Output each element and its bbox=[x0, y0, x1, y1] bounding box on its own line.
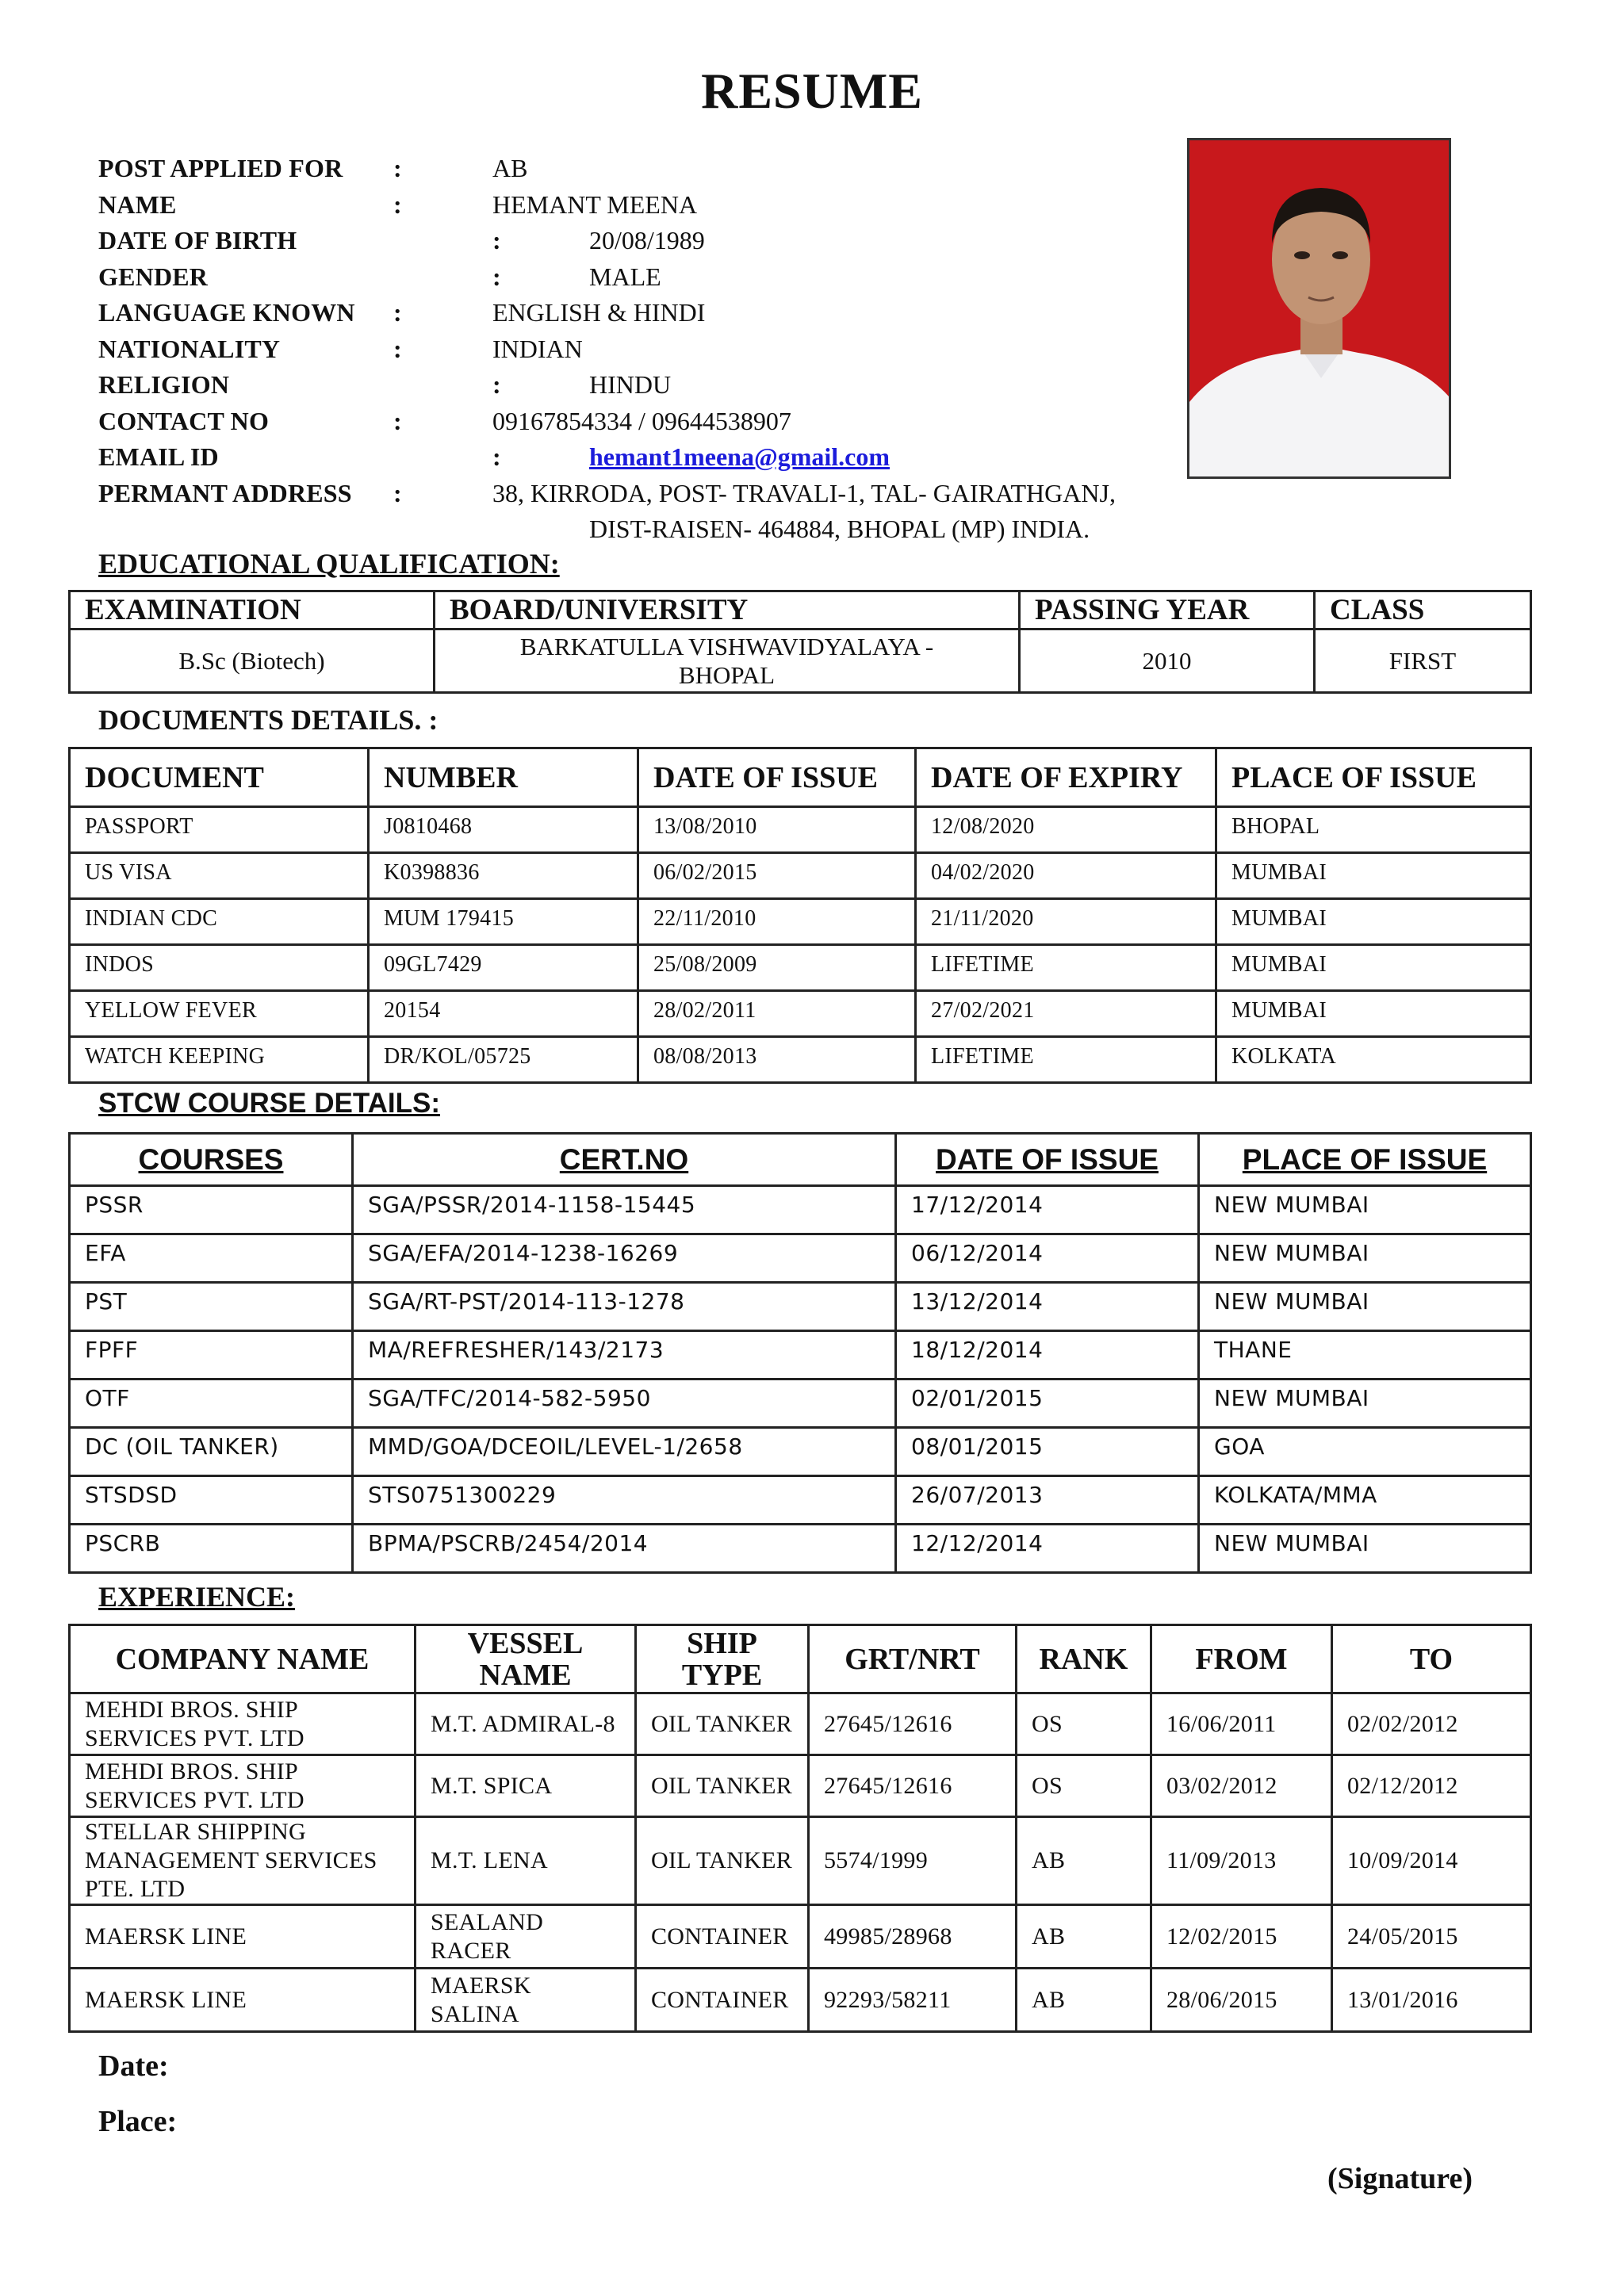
place-of-issue-cell: THANE bbox=[1199, 1331, 1531, 1380]
field-label: NATIONALITY bbox=[98, 334, 281, 363]
place-of-issue-cell: GOA bbox=[1199, 1428, 1531, 1476]
header-class: CLASS bbox=[1315, 591, 1531, 629]
cert-no-cell: SGA/EFA/2014-1238-16269 bbox=[353, 1234, 896, 1283]
date-of-expiry-cell: LIFETIME bbox=[916, 945, 1216, 991]
cert-no-cell: MA/REFRESHER/143/2173 bbox=[353, 1331, 896, 1380]
date-of-issue-cell: 22/11/2010 bbox=[638, 899, 916, 945]
cert-no-cell: BPMA/PSCRB/2454/2014 bbox=[353, 1525, 896, 1573]
field-value: AB bbox=[492, 154, 528, 182]
personal-row bbox=[98, 295, 1177, 331]
table-row bbox=[70, 1525, 1531, 1573]
place-label: Place: bbox=[98, 2105, 178, 2138]
ship-type-cell: CONTAINER bbox=[636, 1969, 809, 2032]
date-of-issue-cell: 17/12/2014 bbox=[896, 1186, 1199, 1234]
table-row bbox=[70, 1234, 1531, 1283]
resume-title: RESUME bbox=[701, 63, 923, 119]
field-label: CONTACT NO bbox=[98, 406, 270, 435]
vessel-name-cell: M.T. LENA bbox=[416, 1817, 636, 1905]
document-cell: YELLOW FEVER bbox=[70, 991, 369, 1037]
table-row bbox=[70, 1817, 1531, 1905]
table-row bbox=[70, 1755, 1531, 1817]
course-cell: OTF bbox=[70, 1380, 353, 1428]
personal-row bbox=[98, 187, 1177, 224]
date-of-issue-cell: 02/01/2015 bbox=[896, 1380, 1199, 1428]
to-cell: 02/02/2012 bbox=[1332, 1693, 1531, 1755]
field-value: HINDU bbox=[589, 370, 672, 399]
company-name-cell: MAERSK LINE bbox=[70, 1969, 416, 2032]
course-cell: DC (OIL TANKER) bbox=[70, 1428, 353, 1476]
date-of-issue-cell: 26/07/2013 bbox=[896, 1476, 1199, 1525]
personal-row bbox=[98, 404, 1177, 440]
date-of-expiry-cell: 04/02/2020 bbox=[916, 853, 1216, 899]
date-label: Date: bbox=[98, 2049, 169, 2083]
field-value: INDIAN bbox=[492, 334, 583, 363]
header-cert-no: CERT.NO bbox=[353, 1134, 896, 1186]
field-colon: : bbox=[492, 370, 501, 399]
field-label: GENDER bbox=[98, 262, 209, 291]
field-value: HEMANT MEENA bbox=[492, 189, 698, 219]
header-board-university: BOARD/UNIVERSITY bbox=[435, 591, 1020, 629]
place-of-issue-cell: NEW MUMBAI bbox=[1199, 1283, 1531, 1331]
year-cell: 2010 bbox=[1020, 629, 1315, 693]
field-value: 09167854334 / 09644538907 bbox=[492, 406, 791, 435]
from-cell: 12/02/2015 bbox=[1151, 1905, 1332, 1969]
document-cell: US VISA bbox=[70, 853, 369, 899]
table-row bbox=[70, 1380, 1531, 1428]
company-name-cell: MEHDI BROS. SHIP SERVICES PVT. LTD bbox=[70, 1755, 416, 1817]
place-of-issue-cell: BHOPAL bbox=[1216, 807, 1531, 853]
personal-row bbox=[98, 223, 1177, 259]
experience-table bbox=[68, 1624, 1532, 2033]
education-heading: EDUCATIONAL QUALIFICATION: bbox=[98, 548, 560, 580]
date-of-issue-cell: 06/02/2015 bbox=[638, 853, 916, 899]
field-value: ENGLISH & HINDI bbox=[492, 298, 706, 327]
personal-row bbox=[98, 439, 1177, 476]
table-row bbox=[70, 1428, 1531, 1476]
course-cell: STSDSD bbox=[70, 1476, 353, 1525]
cert-no-cell: MMD/GOA/DCEOIL/LEVEL-1/2658 bbox=[353, 1428, 896, 1476]
grt-nrt-cell: 92293/58211 bbox=[809, 1969, 1017, 2032]
signature-label: (Signature) bbox=[1327, 2162, 1473, 2195]
table-row bbox=[70, 1186, 1531, 1234]
documents-header-row bbox=[70, 748, 1531, 807]
header-course: COURSES bbox=[70, 1134, 353, 1186]
field-colon: : bbox=[393, 478, 402, 507]
grt-nrt-cell: 27645/12616 bbox=[809, 1755, 1017, 1817]
place-of-issue-cell: NEW MUMBAI bbox=[1199, 1525, 1531, 1573]
exam-cell: B.Sc (Biotech) bbox=[70, 629, 435, 693]
rank-cell: AB bbox=[1017, 1817, 1151, 1905]
header-rank: RANK bbox=[1017, 1625, 1151, 1693]
table-row bbox=[70, 807, 1531, 853]
date-of-issue-cell: 06/12/2014 bbox=[896, 1234, 1199, 1283]
vessel-name-cell: M.T. SPICA bbox=[416, 1755, 636, 1817]
field-colon: : bbox=[492, 262, 501, 291]
email-link[interactable]: hemant1meena@gmail.com bbox=[589, 442, 891, 471]
grt-nrt-cell: 27645/12616 bbox=[809, 1693, 1017, 1755]
header-ship-type: SHIP TYPE bbox=[636, 1625, 809, 1693]
board-line-2: BHOPAL bbox=[678, 660, 776, 689]
header-examination: EXAMINATION bbox=[70, 591, 435, 629]
ship-type-cell: OIL TANKER bbox=[636, 1755, 809, 1817]
field-colon: : bbox=[393, 406, 402, 435]
header-grt-nrt: GRT/NRT bbox=[809, 1625, 1017, 1693]
document-cell: INDIAN CDC bbox=[70, 899, 369, 945]
cert-no-cell: SGA/PSSR/2014-1158-15445 bbox=[353, 1186, 896, 1234]
course-cell: EFA bbox=[70, 1234, 353, 1283]
field-colon: : bbox=[393, 154, 402, 182]
documents-heading: DOCUMENTS DETAILS. : bbox=[98, 704, 439, 736]
personal-row bbox=[98, 331, 1177, 368]
header-passing-year: PASSING YEAR bbox=[1020, 591, 1315, 629]
table-row bbox=[70, 1969, 1531, 2032]
grt-nrt-cell: 5574/1999 bbox=[809, 1817, 1017, 1905]
ship-type-cell: CONTAINER bbox=[636, 1905, 809, 1969]
grt-nrt-cell: 49985/28968 bbox=[809, 1905, 1017, 1969]
number-cell: K0398836 bbox=[369, 853, 638, 899]
stcw-table bbox=[68, 1132, 1532, 1574]
stcw-heading: STCW COURSE DETAILS: bbox=[98, 1088, 441, 1119]
document-cell: PASSPORT bbox=[70, 807, 369, 853]
date-of-issue-cell: 08/08/2013 bbox=[638, 1037, 916, 1083]
date-of-expiry-cell: LIFETIME bbox=[916, 1037, 1216, 1083]
field-colon: : bbox=[393, 298, 402, 327]
vessel-name-cell: MAERSK SALINA bbox=[416, 1969, 636, 2032]
person-photo-icon bbox=[1189, 140, 1451, 479]
to-cell: 13/01/2016 bbox=[1332, 1969, 1531, 2032]
stcw-header-row bbox=[70, 1134, 1531, 1186]
field-label: EMAIL ID bbox=[98, 442, 219, 471]
place-of-issue-cell: KOLKATA/MMA bbox=[1199, 1476, 1531, 1525]
course-cell: PSCRB bbox=[70, 1525, 353, 1573]
header-date-of-issue: DATE OF ISSUE bbox=[638, 748, 916, 807]
table-row bbox=[70, 1283, 1531, 1331]
date-of-expiry-cell: 21/11/2020 bbox=[916, 899, 1216, 945]
from-cell: 11/09/2013 bbox=[1151, 1817, 1332, 1905]
date-of-issue-cell: 08/01/2015 bbox=[896, 1428, 1199, 1476]
cert-no-cell: STS0751300229 bbox=[353, 1476, 896, 1525]
place-of-issue-cell: NEW MUMBAI bbox=[1199, 1234, 1531, 1283]
number-cell: MUM 179415 bbox=[369, 899, 638, 945]
field-colon: : bbox=[492, 442, 501, 471]
company-name-cell: STELLAR SHIPPING MANAGEMENT SERVICES PTE. LTD bbox=[70, 1817, 416, 1905]
experience-header-row bbox=[70, 1625, 1531, 1693]
to-cell: 02/12/2012 bbox=[1332, 1755, 1531, 1817]
table-row bbox=[70, 991, 1531, 1037]
field-label: LANGUAGE KNOWN bbox=[98, 298, 355, 327]
from-cell: 03/02/2012 bbox=[1151, 1755, 1332, 1817]
personal-row bbox=[98, 259, 1177, 296]
place-of-issue-cell: MUMBAI bbox=[1216, 853, 1531, 899]
profile-photo bbox=[1187, 138, 1451, 479]
table-row bbox=[70, 899, 1531, 945]
personal-row bbox=[98, 151, 1177, 187]
board-line-1: BARKATULLA VISHWAVIDYALAYA - bbox=[519, 632, 934, 660]
rank-cell: AB bbox=[1017, 1969, 1151, 2032]
table-row bbox=[70, 945, 1531, 991]
header-company-name: COMPANY NAME bbox=[70, 1625, 416, 1693]
number-cell: 09GL7429 bbox=[369, 945, 638, 991]
table-row bbox=[70, 629, 1531, 693]
header-date-of-issue: DATE OF ISSUE bbox=[896, 1134, 1199, 1186]
ship-type-cell: OIL TANKER bbox=[636, 1693, 809, 1755]
personal-row bbox=[98, 367, 1177, 404]
field-label: RELIGION bbox=[98, 370, 230, 399]
header-place-of-issue: PLACE OF ISSUE bbox=[1199, 1134, 1531, 1186]
number-cell: 20154 bbox=[369, 991, 638, 1037]
to-cell: 10/09/2014 bbox=[1332, 1817, 1531, 1905]
date-of-issue-cell: 13/08/2010 bbox=[638, 807, 916, 853]
address-line-2: DIST-RAISEN- 464884, BHOPAL (MP) INDIA. bbox=[589, 515, 1090, 543]
place-of-issue-cell: MUMBAI bbox=[1216, 945, 1531, 991]
table-row bbox=[70, 1476, 1531, 1525]
vessel-name-cell: SEALAND RACER bbox=[416, 1905, 636, 1969]
document-cell: WATCH KEEPING bbox=[70, 1037, 369, 1083]
field-colon: : bbox=[393, 334, 402, 363]
field-label: PERMANT ADDRESS bbox=[98, 478, 352, 507]
from-cell: 28/06/2015 bbox=[1151, 1969, 1332, 2032]
ship-type-cell: OIL TANKER bbox=[636, 1817, 809, 1905]
to-cell: 24/05/2015 bbox=[1332, 1905, 1531, 1969]
header-place-of-issue: PLACE OF ISSUE bbox=[1216, 748, 1531, 807]
rank-cell: OS bbox=[1017, 1693, 1151, 1755]
field-value: 20/08/1989 bbox=[589, 226, 705, 254]
header-vessel-name: VESSEL NAME bbox=[416, 1625, 636, 1693]
place-of-issue-cell: NEW MUMBAI bbox=[1199, 1380, 1531, 1428]
rank-cell: OS bbox=[1017, 1755, 1151, 1817]
header-date-of-expiry: DATE OF EXPIRY bbox=[916, 748, 1216, 807]
personal-row bbox=[98, 476, 1177, 512]
date-of-issue-cell: 13/12/2014 bbox=[896, 1283, 1199, 1331]
date-of-expiry-cell: 27/02/2021 bbox=[916, 991, 1216, 1037]
experience-heading: EXPERIENCE: bbox=[98, 1581, 296, 1613]
company-name-cell: MAERSK LINE bbox=[70, 1905, 416, 1969]
document-cell: INDOS bbox=[70, 945, 369, 991]
education-table bbox=[68, 590, 1532, 694]
number-cell: J0810468 bbox=[369, 807, 638, 853]
date-of-issue-cell: 25/08/2009 bbox=[638, 945, 916, 991]
date-of-issue-cell: 28/02/2011 bbox=[638, 991, 916, 1037]
from-cell: 16/06/2011 bbox=[1151, 1693, 1332, 1755]
table-row bbox=[70, 1693, 1531, 1755]
table-row bbox=[70, 1331, 1531, 1380]
header-number: NUMBER bbox=[369, 748, 638, 807]
header-from: FROM bbox=[1151, 1625, 1332, 1693]
field-value: MALE bbox=[589, 262, 661, 291]
company-name-cell: MEHDI BROS. SHIP SERVICES PVT. LTD bbox=[70, 1693, 416, 1755]
field-value: 38, KIRRODA, POST- TRAVALI-1, TAL- GAIRATHGANJ, bbox=[492, 478, 1116, 507]
documents-table bbox=[68, 747, 1532, 1084]
number-cell: DR/KOL/05725 bbox=[369, 1037, 638, 1083]
course-cell: PSSR bbox=[70, 1186, 353, 1234]
table-row bbox=[70, 853, 1531, 899]
table-row bbox=[70, 1037, 1531, 1083]
course-cell: PST bbox=[70, 1283, 353, 1331]
date-of-issue-cell: 12/12/2014 bbox=[896, 1525, 1199, 1573]
cert-no-cell: SGA/TFC/2014-582-5950 bbox=[353, 1380, 896, 1428]
place-of-issue-cell: MUMBAI bbox=[1216, 991, 1531, 1037]
class-cell: FIRST bbox=[1315, 629, 1531, 693]
field-label: DATE OF BIRTH bbox=[98, 226, 297, 254]
personal-row-continued bbox=[98, 511, 1177, 548]
header-document: DOCUMENT bbox=[70, 748, 369, 807]
cert-no-cell: SGA/RT-PST/2014-113-1278 bbox=[353, 1283, 896, 1331]
education-header-row bbox=[70, 591, 1531, 629]
table-row bbox=[70, 1905, 1531, 1969]
header-to: TO bbox=[1332, 1625, 1531, 1693]
personal-details bbox=[98, 151, 1177, 548]
place-of-issue-cell: NEW MUMBAI bbox=[1199, 1186, 1531, 1234]
vessel-name-cell: M.T. ADMIRAL-8 bbox=[416, 1693, 636, 1755]
field-colon: : bbox=[492, 226, 501, 254]
place-of-issue-cell: MUMBAI bbox=[1216, 899, 1531, 945]
field-colon: : bbox=[393, 189, 402, 219]
rank-cell: AB bbox=[1017, 1905, 1151, 1969]
course-cell: FPFF bbox=[70, 1331, 353, 1380]
date-of-expiry-cell: 12/08/2020 bbox=[916, 807, 1216, 853]
date-of-issue-cell: 18/12/2014 bbox=[896, 1331, 1199, 1380]
board-cell bbox=[435, 629, 1020, 693]
field-label: NAME bbox=[98, 189, 177, 219]
place-of-issue-cell: KOLKATA bbox=[1216, 1037, 1531, 1083]
field-label: POST APPLIED FOR bbox=[98, 154, 343, 182]
